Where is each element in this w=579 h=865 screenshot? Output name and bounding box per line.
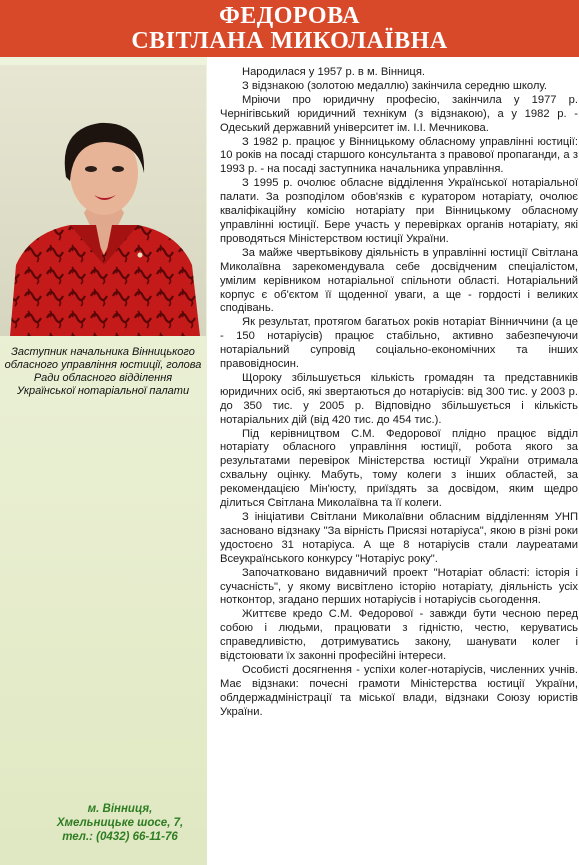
- paragraph: Щороку збільшується кількість громадян та представників юридичних осіб, які звертаються до нотаріусів: від 300 тис. у 2003 р. до 350 тис. у 2005 р. Відповідно збільшується і кількість нотаріальних дій (від 420 тис. до 454 тис.).: [220, 371, 578, 426]
- paragraph: Започатковано видавничий проект "Нотаріат області: історія і сучасність", у якому висвітлено історію нотаріату, діяльність усіх нотконтор, згадано перших нотаріусів і нотаріусів сьогодення.: [220, 566, 578, 607]
- portrait-illustration: [0, 65, 206, 336]
- paragraph: З 1995 р. очолює обласне відділення Української нотаріальної палати. За розподілом обов'язків є куратором нотаріату, очолює кваліфікаційну комісію нотаріату при Вінницькому обласному управлінні юстиції. Бере участь у перевірках органів нотаріату, які проводяться Міністерством юстиції України.: [220, 177, 578, 245]
- paragraph: Життєве кредо С.М. Федорової - завжди бути чесною перед собою і людьми, працювати з гідністю, честю, керуватись справедливістю, дотримуватись закону, шанувати колег і відстоювати їх законні професійні інтереси.: [220, 608, 578, 663]
- photo-caption: Заступник начальника Вінницького обласного управління юстиції, голова Ради обласного відділення Української нотаріальної палати: [4, 346, 202, 397]
- paragraph: Під керівництвом С.М. Федорової плідно працює відділ нотаріату обласного управління юстиції, робота якого за результатами перевірок Міністерства юстиції України отримала схвальну оцінку. Мабуть, тому колеги з інших областей, за рекомендацією Мін'юсту, приїздять за досвідом, яким щедро ділиться Світлана Миколаївна та її колеги.: [220, 427, 578, 510]
- header-given-names: СВІТЛАНА МИКОЛАЇВНА: [131, 28, 448, 54]
- paragraph: Мріючи про юридичну професію, закінчила у 1977 р. Чернігівський юридичний технікум (з відзнакою), а у 1982 р. - Одеський державний університет ім. І.І. Мечникова.: [220, 93, 578, 134]
- address-phone: тел.: (0432) 66-11-76: [62, 831, 178, 843]
- paragraph: З 1982 р. працює у Вінницькому обласному управлінні юстиції: 10 років на посаді старшого консультанта з правової пропаганди, а з 1993 р. - на посаді заступника начальника управління.: [220, 135, 578, 176]
- address-street: Хмельницьке шосе, 7,: [56, 817, 184, 829]
- contact-address: [40, 802, 200, 844]
- paragraph: Народилася у 1957 р. в м. Вінниця.: [242, 66, 426, 78]
- page-header: [0, 0, 579, 57]
- paragraph: Особисті досягнення - успіхи колег-нотаріусів, численних учнів. Має відзнаки: почесні грамоти Міністерства юстиції України, облдержадміністрації та міської влади, відзнаки Союзу юристів України.: [220, 663, 578, 718]
- biography-text: [220, 66, 578, 720]
- paragraph: Як результат, протягом багатьох років нотаріат Вінниччини (а це - 150 нотаріусів) працює стабільно, активно забезпечуючи нотаріальний супровід соціально-економічних та інших правовідносин.: [220, 316, 578, 371]
- paragraph: З ініціативи Світлани Миколаївни обласним відділенням УНП засновано відзнаку "За вірність Присязі нотаріуса", якою в різні роки удостоєно 31 нотаріуса. А ще 8 нотаріусів стали лауреатами Всеукраїнського конкурсу "Нотаріус року".: [220, 511, 578, 565]
- address-city: м. Вінниця,: [87, 803, 153, 815]
- header-surname: ФЕДОРОВА: [219, 3, 360, 29]
- paragraph: За майже чвертьвікову діяльність в управлінні юстиції Світлана Миколаївна зарекомендувала себе досвідченим спеціалістом, умілим керівником нотаріальної спільноти області. Нотаріальний корпус є об'єктом її щоденної уваги, а ще - гордості і великих сподівань.: [220, 246, 578, 315]
- sidebar: [0, 57, 207, 865]
- paragraph: З відзнакою (золотою медаллю) закінчила середню школу.: [242, 79, 547, 92]
- portrait-photo: [0, 65, 206, 336]
